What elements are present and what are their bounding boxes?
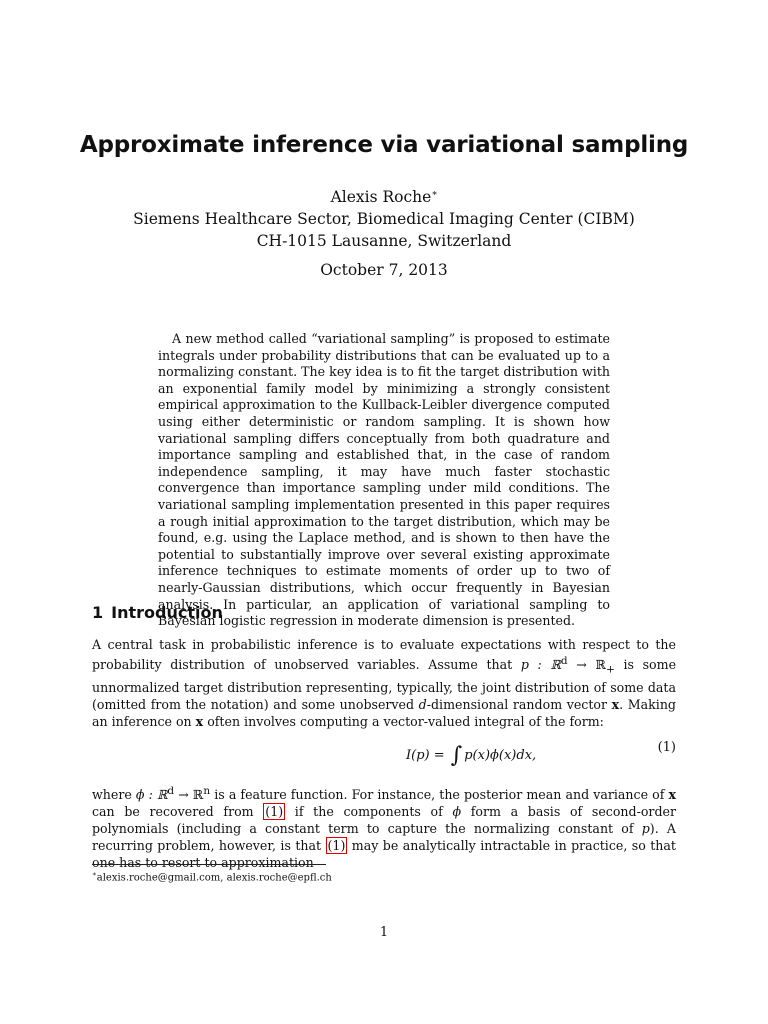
equation-number: (1) (657, 740, 676, 755)
author-block (0, 183, 768, 252)
author-footnote-mark: ∗ (431, 189, 438, 199)
footnote-divider (92, 864, 326, 865)
abstract: A new method called “variational sampling” is proposed to estimate integrals under probability distributions that can be evaluated up to a normalizing constant. The key idea is to fit the target distribution with an exponential family model by minimizing a strongly consistent empirical approximation to the Kullback-Leibler divergence computed using either deterministic or random sampling. It is shown how variational sampling differs conceptually from both quadrature and importance sampling and established that, in the case of random independence sampling, it may have much faster stochastic convergence than importance sampling under mild conditions. The variational sampling implementation presented in this paper requires a rough initial approximation to the target distribution, which may be found, e.g. using the Laplace method, and is shown to then have the potential to substantially improve over several existing approximate inference techniques to estimate moments of order up to two of nearly-Gaussian distributions, which occur frequently in Bayesian analysis. In particular, an application of variational sampling to Bayesian logistic regression in moderate dimension is presented. (158, 331, 610, 629)
integral-sign: ∫ (450, 743, 463, 768)
equation-1 (92, 740, 676, 766)
author-address: CH-1015 Lausanne, Switzerland (256, 232, 512, 251)
equation-reference-link[interactable]: (1) (265, 804, 284, 820)
intro-paragraph-2: where ϕ : ℝ$^d$ → ℝ$^n$ is a feature function. For instance, the posterior mean and variance of x can be recovered from (1) if the components of ϕ form a basis of second-order polynomials (including a constant term to capture the normalizing constant of p). A recurring problem, however, is that (1) may be analytically intractable in practice, so that one has to resort to approximation (92, 785, 676, 871)
intro-paragraph-1: A central task in probabilistic inference is to evaluate expectations with respect to the probability distribution of unobserved variables. Assume that p : ℝ$^d$ → ℝ$_+$ is some unnormalized target distribution representing, typically, the joint distribution of some data (omitted from the notation) and some unobserved d-dimensional random vector x. Making an inference on x often involves computing a vector-valued integral of the form: (92, 637, 677, 729)
footnote-text: alexis.roche@gmail.com, alexis.roche@epfl.ch (96, 872, 332, 884)
footnote (92, 870, 332, 883)
section-title: Introduction (111, 603, 223, 622)
section-number: 1 (92, 603, 104, 622)
footnote-mark: ∗ (92, 870, 97, 878)
equation-expression: I(p) = ∫ p(x)ϕ(x)dx, (406, 743, 537, 768)
section-heading-introduction (92, 603, 223, 622)
author-affiliation: Siemens Healthcare Sector, Biomedical Imaging Center (CIBM) (133, 210, 635, 229)
equation-reference-link[interactable]: (1) (327, 838, 346, 854)
author-name: Alexis Roche∗ (330, 188, 438, 207)
paper-title: Approximate inference via variational sampling (79, 132, 689, 158)
page-number: 1 (379, 925, 389, 940)
paper-date: October 7, 2013 (320, 261, 448, 279)
